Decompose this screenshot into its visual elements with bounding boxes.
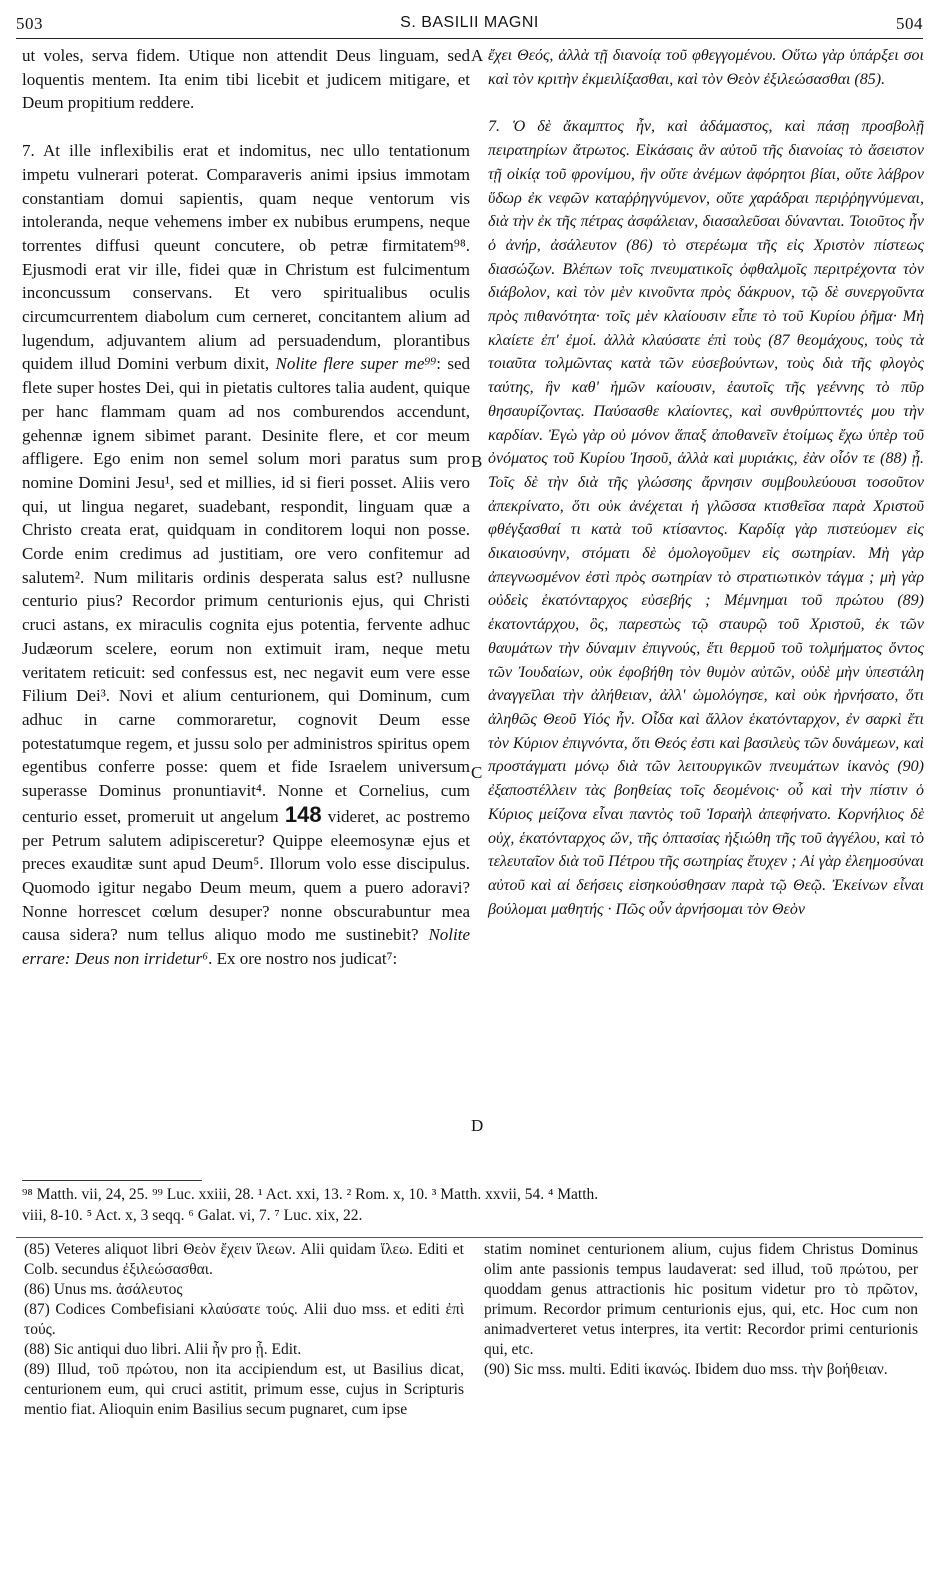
latin-paragraph-1: ut voles, serva fidem. Utique non attendit Deus linguam, sed loquentis mentem. Ita enim tibi licebit et judicem mitigare, et Deum propitium reddere. xyxy=(22,46,470,113)
margin-letter-c: C xyxy=(471,763,483,782)
note-87: (87) Codices Combefisiani κλαύσατε τούς. Alii duo mss. et editi ἐπὶ τούς. xyxy=(24,1301,464,1338)
note-86: (86) Unus ms. ἀσάλευτος xyxy=(24,1281,183,1298)
page-number-right: 504 xyxy=(896,14,923,33)
margin-letter-a: A xyxy=(471,46,484,65)
page-header xyxy=(16,14,923,38)
latin-paragraph-2 xyxy=(22,139,470,971)
running-title: S. BASILII MAGNI xyxy=(400,14,539,31)
latin-text-a: 7. At ille inflexibilis erat et indomitus, nec ullo tentationum impetu vulnerari poterat. Comparaveris animi ipsius immotam constantiam domui sapientis, quam neque ventorum vis intoleranda, neque vehemens imber ex nubibus erumpens, neque torrentes diffusi queunt concutere, ob petræ firmitatem⁹⁸. Ejusmodi erat vir ille, fidei quæ in Christum est fulcimentum inconcussum conservans. Et vero spiritualibus oculis circumcurrentem diabolum cum cerneret, concitantem alium ad lugendum, adjuvantem alium ad persuadendum, plorantibus quidem illud Domini verbum dixit, xyxy=(22,141,470,374)
critical-notes-right xyxy=(484,1240,918,1380)
latin-text-c: videret, ac postremo per Petrum salutem adipisceretur? Quippe eleemosynæ ejus et preces exauditæ sunt apud Deum⁵. Illorum volo esse discipulus. Quomodo igitur negabo Deum meum, quem a puero adoravi? Nonne horrescet cœlum desuper? nonne obscurabuntur mea causa sidera? num tellus aliquo modo me sustinebit? xyxy=(22,806,471,945)
margin-letter-b: B xyxy=(471,452,483,471)
note-85: (85) Veteres aliquot libri Θεὸν ἔχειν ἵλεων. Alii quidam ἵλεω. Editi et Colb. secundus ἐξιλεώσασθαι. xyxy=(24,1241,464,1278)
note-88: (88) Sic antiqui duo libri. Alii ἦν pro ᾖ. Edit. xyxy=(24,1341,302,1358)
critical-notes-left xyxy=(24,1240,464,1420)
note-90: (90) Sic mss. multi. Editi ἱκανώς. Ibidem duo mss. τὴν βοήθειαν. xyxy=(484,1361,888,1378)
footnotes-rule xyxy=(22,1180,202,1181)
notes-rule xyxy=(16,1237,923,1238)
header-rule xyxy=(16,38,923,39)
note-89: (89) Illud, τοῦ πρώτου, non ita accipiendum est, ut Basilius dicat, centurionem eum, qui cruci astitit, primum esse, cujus in Scripturis mentio fiat. Alioquin enim Basilius secum pugnaret, cum ipse xyxy=(24,1361,464,1418)
page-number-left: 503 xyxy=(16,14,43,33)
latin-quote-1: Nolite flere super me⁹⁹ xyxy=(275,354,437,374)
latin-text-b: : sed flete super hostes Dei, qui in pietatis cultores talia audent, quique per hanc flammam quam ad nos comburendos accendunt, gehennæ ignem sibimet parant. Desinite flere, et cor meum affligere. Ego enim non semel solum mori paratus sum pro nomine Domini Jesu¹, sed et millies, id si fieri posset. Aliis vero qui, ut lingua negaret, suadebant, respondit, linguam quæ a Christo creata erat, quidquam in conditorem loqui non posse. Corde enim credimus ad justitiam, ore vero confitemur ad salutem². Num militaris ordinis desperata salus est? nullusne centurio pius? Recordor primum centurionis ejus, qui Christi cruci astans, ex miraculis cognita ejus potentia, fervente adhuc Judæorum scelere, eorum non extimuit iram, neque metu veritatem reticuit: sed confessus est, nec negavit eum vere esse Filium Dei³. Novi et alium centurionem, qui Dominum, cum adhuc in carne commoraretur, cognovit Deum esse potestatumque regem, et jussu solo per administros spiritus opem egentibus conferre posse: quem et fide Israelem universum superasse Dominus pronuntiavit⁴. Nonne et Cornelius, cum centurio esset, promeruit ut angelum xyxy=(22,354,470,826)
scripture-footnotes xyxy=(22,1184,923,1226)
footnote-line-2: viii, 8-10. ⁵ Act. x, 3 seqq. ⁶ Galat. vi, 7. ⁷ Luc. xix, 22. xyxy=(22,1207,363,1224)
margin-letter-d: D xyxy=(471,1116,484,1135)
latin-text-d: . Ex ore nostro nos judicat⁷: xyxy=(208,949,398,969)
latin-column xyxy=(22,44,470,971)
footnote-line-1: ⁹⁸ Matth. vii, 24, 25. ⁹⁹ Luc. xxiii, 28. ¹ Act. xxi, 13. ² Rom. x, 10. ³ Matth. xxvii, 54. ⁴ Matth. xyxy=(22,1186,599,1203)
note-89-continued: statim nominet centurionem alium, cujus fidem Christus Dominus olim ante passionis tempus laudaverat: sed illud, τοῦ πρώτου, per quoddam genus attractionis hic positum videtur pro τὸ πρῶτον, primum. Recordor primum centurionis ejus, qui, etc. Hoc cum non animadverteret vetus interpres, ita vertit: Recordor primi centurionis qui, etc. xyxy=(484,1241,918,1358)
column-number-148: 148 xyxy=(284,801,322,827)
greek-column xyxy=(488,44,924,921)
greek-paragraph-1: ἔχει Θεός, ἀλλὰ τῇ διανοίᾳ τοῦ φθεγγομένου. Οὕτω γὰρ ὑπάρξει σοι καὶ τὸν κριτὴν ἐκμειλίξασθαι, καὶ τὸν Θεὸν ἐξιλεώσασθαι (85). xyxy=(488,47,924,88)
greek-paragraph-2: 7. Ὁ δὲ ἄκαμπτος ἦν, καὶ ἀδάμαστος, καὶ πάσῃ προσβολῇ πειρατηρίων ἄτρωτος. Εἰκάσαις ἂν αὐτοῦ τῆς διανοίας τὸ ἄσειστον τῇ οἰκίᾳ τοῦ φρονίμου, ἣν οὔτε ἀνέμων ἀφόρητοι βίαι, οὔτε λάβρον ὕδωρ ἐκ νεφῶν καταῤῥηγνύμενον, οὔτε χαράδραι περιῤῥηγνύμεναι, διὰ τὴν ἐκ τῆς πέτρας ἀσφάλειαν, διασαλεῦσαι δύνανται. Τοιοῦτος ἦν ὁ ἀνήρ, ἀσάλευτον (86) τὸ στερέωμα τῆς εἰς Χριστὸν πίστεως διασώζων. Βλέπων τοῖς πνευματικοῖς ὀφθαλμοῖς περιτρέχοντα τὸν διάβολον, καὶ τὸν μὲν κινοῦντα πρὸς δάκρυον, τῷ δὲ συνεργοῦντα πρὸς πιθανότητα· τοῖς μὲν κλαίουσιν εἶπε τὸ τοῦ Κυρίου ῥῆμα· Μὴ κλαίετε ἐπ' ἐμοί. ἀλλὰ κλαύσατε ἐπὶ τοὺς (87 θεομάχους, τοὺς τὰ τοιαῦτα τολμῶντας κατὰ τῶν εὐσεβούντων, τοὺς διὰ τῆς φλογὸς ταύτης, ἣν καθ' ἡμῶν καίουσιν, ἑαυτοῖς τῆς γεέννης τὸ πῦρ θησαυρίζοντας. Παύσασθε κλαίοντες, καὶ συνθρύπτοντές μου τὴν καρδίαν. Ἐγὼ γὰρ οὐ μόνον ἅπαξ ἀποθανεῖν ἑτοίμως ἔχω ὑπὲρ τοῦ ὀνόματος τοῦ Κυρίου Ἰησοῦ, ἀλλὰ καὶ μυριάκις, ἐὰν οἷόν τε (88) ᾖ. Τοῖς δὲ τὴν διὰ τῆς γλώσσης ἄρνησιν συμβουλεύουσι τοσοῦτον ἀπεκρίνατο, ὅτι οὐκ ἀνέχεται ἡ γλῶσσα κτισθεῖσα παρὰ Χριστοῦ φθέγξασθαί τι κατὰ τοῦ κτίσαντος. Καρδίᾳ γὰρ πιστεύομεν εἰς δικαιοσύνην, στόματι δὲ ὁμολογοῦμεν εἰς σωτηρίαν. Μὴ γὰρ ἀπεγνωσμένον ἐστὶ πρὸς σωτηρίαν τὸ στρατιωτικὸν τάγμα ; μὴ γὰρ οὐδεὶς ἑκατόνταρχος εὐσεβής ; Μέμνημαι τοῦ πρώτου (89) ἑκατοντάρχου, ὃς, παρεστὼς τῷ σταυρῷ τοῦ Χριστοῦ, ἐκ τῶν θαυμάτων τὴν δύναμιν ἐπιγνούς, ἔτι θερμοῦ τοῦ τολμήματος ὄντος τῶν Ἰουδαίων, οὐκ ἐφοβήθη τὸν θυμὸν αὐτῶν, οὐδὲ μὴν ὑπεστάλη ἀναγγεῖλαι τὴν ἀλήθειαν, ἀλλ' ὡμολόγησε, καὶ οὐκ ἠρνήσατο, ὅτι ἀληθῶς Θεοῦ Υἱός ἦν. Οἶδα καὶ ἄλλον ἑκατόνταρχον, ἐν σαρκὶ ἔτι τὸν Κύριον ἐπιγνόντα, ὅτι Θεός ἐστι καὶ βασιλεὺς τῶν δυνάμεων, καὶ προστάγματι μόνῳ διὰ τῶν λειτουργικῶν πνευμάτων ἱκανὸς (90) ἐξαποστέλλειν τὰς βοηθείας τοῖς δεομένοις· οὗ καὶ τὴν πίστιν ὁ Κύριος μείζονα εἶναι παντὸς τοῦ Ἰσραὴλ ἀπεφήνατο. Κορνήλιος δὲ οὐχ, ἑκατόνταρχος ὤν, τῆς ὀπτασίας ἠξιώθη τῆς τοῦ ἀγγέλου, καὶ τὸ τελευταῖον διὰ τοῦ Πέτρου τῆς σωτηρίας ἔτυχεν ; Αἱ γὰρ ἐλεημοσύναι αὐτοῦ καὶ αἱ δεήσεις εἰσηκούσθησαν παρὰ τῷ Θεῷ. Ἐκείνων εἶναι βούλομαι μαθητής · Πῶς οὖν ἀρνήσομαι τὸν Θεὸν xyxy=(488,118,924,918)
latin-quote-2: Nolite errare: Deus non irridetur⁶ xyxy=(22,925,471,969)
